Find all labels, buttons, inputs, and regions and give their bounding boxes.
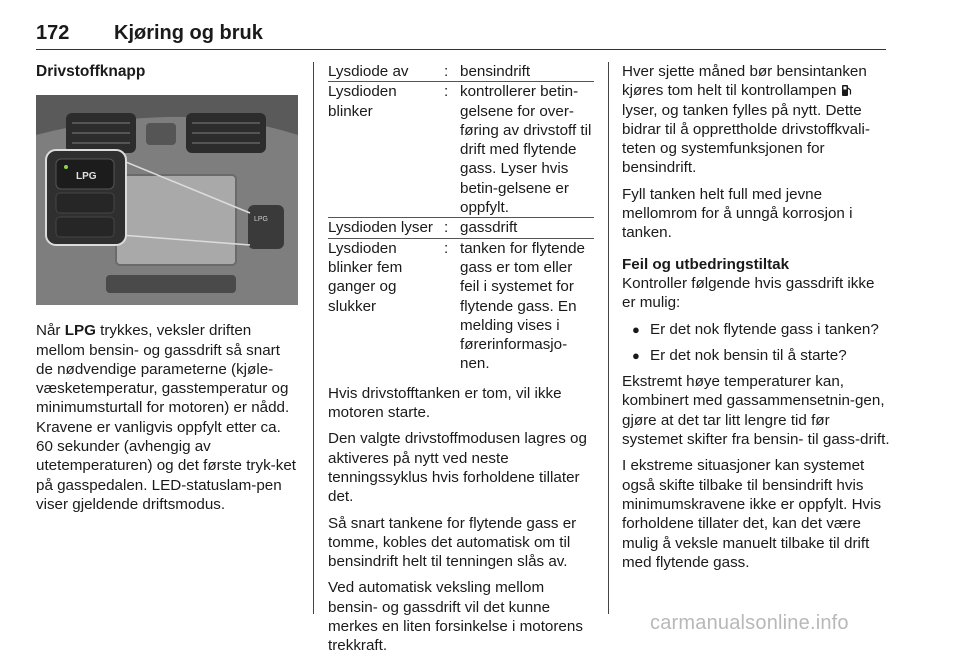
- dashboard-photo: [36, 95, 298, 305]
- fuel-button-description: Når LPG trykkes, veksler driften mellom bensin- og gassdrift så snart de nødvendige parameterne (kjøle-væsketemperatur, gasstemperatur og minimumsturtall for motoren) er nådd. Kravene er vanligvis oppfylt etter ca. 60 sekunder (avhengig av utetemperaturen) og det første tryk-ket på gasspedalen. LED-statuslam-pen viser gjeldende driftsmodus.: [36, 322, 296, 513]
- bullet-icon: ●: [632, 347, 640, 363]
- paragraph: I ekstreme situasjoner kan systemet også skifte tilbake til bensindrift hvis minimumskravene ikke er oppfylt. Hvis forholdene tillater det, kan det være mulig å veksle manuelt tilbake til drift med flytende gass.: [622, 457, 882, 571]
- fuel-pump-icon: [841, 84, 852, 97]
- led-row: Lysdioden blinker fem ganger og slukker : tanken for flytende gass er tom eller feil i systemet for flytende gass. En melding vises i førerinformasjo-nen.: [328, 239, 585, 373]
- paragraph: Ekstremt høye temperaturer kan, kombinert med gassammensetnin-gen, gjøre at det tar litt lengre tid før systemet skifter fra bensin- til gass-drift.: [622, 373, 890, 449]
- paragraph: Ved automatisk veksling mellom bensin- og gassdrift vil det kunne merkes en liten forsinkelse i motorens trekkraft.: [328, 579, 583, 655]
- list-item: ● Er det nok bensin til å starte?: [622, 346, 890, 365]
- led-row: Lysdioden blinker : kontrollerer betin-gelsene for over-føring av drivstoff til drift med flytende gass. Lyser hvis betin-gelsene er oppfylt.: [328, 82, 594, 218]
- bullet-icon: ●: [632, 321, 640, 337]
- led-row: Lysdioden lyser : gassdrift: [328, 218, 594, 238]
- paragraph: Den valgte drivstoffmodusen lagres og aktiveres på nytt ved neste tenningssyklus hvis forholdene tillater det.: [328, 430, 587, 506]
- svg-text:LPG: LPG: [254, 216, 269, 224]
- column-divider-2: [608, 62, 609, 614]
- paragraph: Hvis drivstofftanken er tom, vil ikke motoren starte.: [328, 384, 562, 422]
- paragraph: Fyll tanken helt full med jevne mellomrom for å unngå korrosjon i tanken.: [622, 185, 853, 242]
- page-title: Kjøring og bruk: [114, 22, 263, 44]
- paragraph: Så snart tankene for flytende gass er tomme, kobles det automatisk om til bensindrift helt til tenningen slås av.: [328, 514, 577, 571]
- led-status-table: [328, 62, 594, 374]
- paragraph: Kontroller følgende hvis gassdrift ikke er mulig:: [622, 274, 875, 312]
- page-number: 172: [36, 22, 70, 44]
- section-heading-fuel-button: Drivstoffknapp: [36, 63, 146, 80]
- column-2: [328, 62, 594, 663]
- lpg-bold: LPG: [64, 322, 96, 340]
- paragraph: Hver sjette måned bør bensintanken kjøres tom helt til kontrollampen lyser, og tanken fylles på nytt. Dette bidrar til å opprettholde drivstoffkvali-teten og systemfunksjonen for bensindrift.: [622, 63, 870, 177]
- column-1: [36, 62, 301, 521]
- page-header: [36, 16, 886, 50]
- watermark: carmanualsonline.info: [650, 612, 849, 634]
- column-3: [622, 62, 890, 579]
- column-divider-1: [313, 62, 314, 614]
- led-row: Lysdiode av : bensindrift: [328, 62, 594, 82]
- list-item: ● Er det nok flytende gass i tanken?: [622, 320, 890, 339]
- check-list: [622, 320, 890, 366]
- svg-text:LPG: LPG: [76, 171, 97, 183]
- subheading-faults: Feil og utbedringstiltak: [622, 255, 790, 273]
